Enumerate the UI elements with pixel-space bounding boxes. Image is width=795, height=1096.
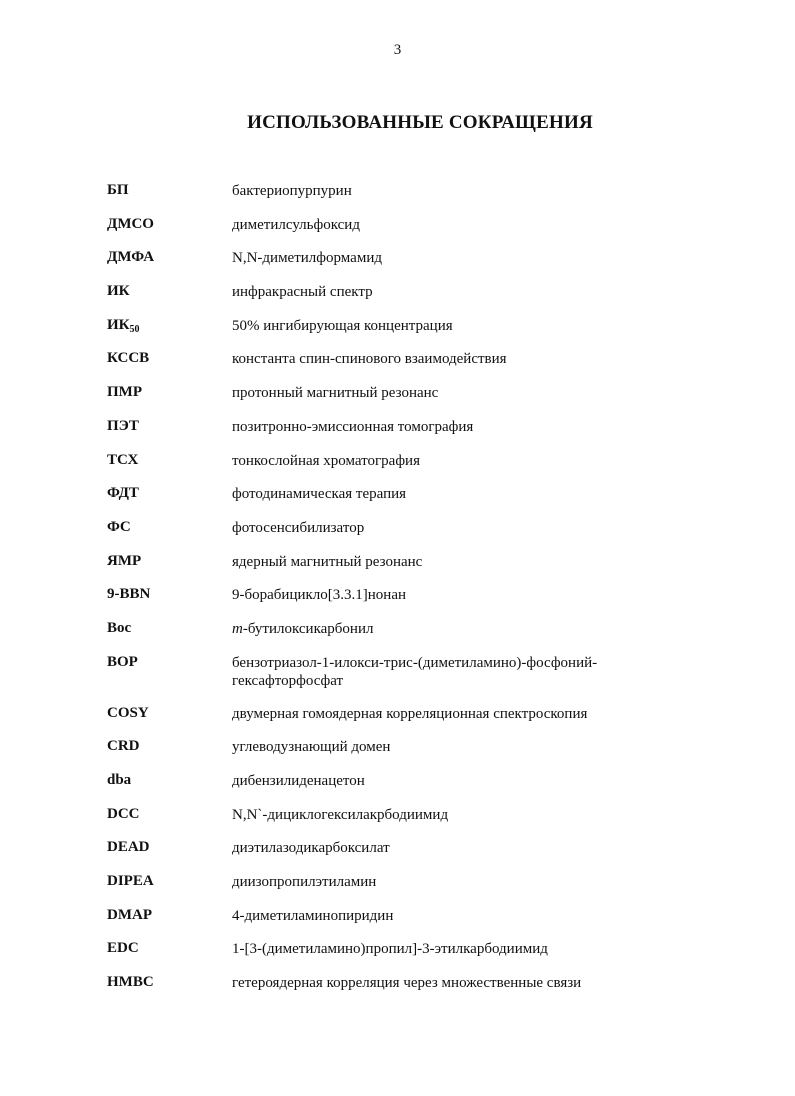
abbreviation-term: COSY [107, 704, 149, 721]
page-title: ИСПОЛЬЗОВАННЫЕ СОКРАЩЕНИЯ [247, 112, 593, 133]
definition-text: -бутилоксикарбонил [242, 620, 374, 637]
abbreviation-row [0, 346, 795, 380]
abbreviation-term: dba [107, 772, 132, 788]
abbreviation-definition: 9-борабицикло[3.3.1]нонан [232, 587, 407, 604]
abbreviation-term: DCC [107, 805, 140, 822]
abbreviation-row [0, 650, 795, 701]
abbreviation-definition: 50% ингибирующая концентрация [232, 317, 453, 334]
abbreviation-term: DEAD [107, 839, 150, 856]
abbreviation-term: ДМФА [107, 249, 155, 266]
abbreviation-definition: инфракрасный спектр [232, 284, 373, 301]
abbreviation-term [107, 317, 140, 334]
abbreviation-row [0, 178, 795, 212]
definition-italic-prefix: т [232, 620, 243, 637]
abbreviation-row [0, 903, 795, 937]
abbreviation-term-subscript: 50 [129, 323, 140, 335]
abbreviation-term: HMBC [107, 974, 154, 991]
abbreviation-row [0, 970, 795, 1004]
abbreviation-definition: N,N`-дициклогексилакрбодиимид [232, 806, 449, 823]
abbreviation-row [0, 313, 795, 347]
abbreviation-term: ИК [107, 283, 130, 300]
abbreviation-row [0, 549, 795, 583]
abbreviation-row [0, 279, 795, 313]
abbreviation-row [0, 414, 795, 448]
abbreviation-term: DIPEA [107, 873, 154, 890]
abbreviation-term: ДМСО [107, 215, 154, 232]
abbreviation-definition: бензотриазол-1-илокси-трис-(диметиламино)-фосфоний-гексафторфосфат [232, 654, 598, 689]
abbreviation-term: ФДТ [107, 485, 139, 502]
abbreviation-definition: тонкослойная хроматография [232, 452, 420, 469]
abbreviation-definition: N,N-диметилформамид [232, 250, 382, 267]
abbreviation-term: ФС [107, 518, 131, 535]
abbreviation-definition: дибензилиденацетон [232, 773, 365, 789]
abbreviation-definition: диизопропилэтиламин [232, 874, 377, 891]
abbreviation-definition: фотодинамическая терапия [232, 486, 407, 503]
abbreviation-definition: диэтилазодикарбоксилат [232, 840, 390, 857]
abbreviation-list [0, 178, 795, 1004]
abbreviation-definition [232, 620, 652, 638]
abbreviation-term: CRD [107, 738, 140, 755]
abbreviation-term: 9-BBN [107, 586, 151, 603]
abbreviation-term: EDC [107, 940, 139, 957]
abbreviation-row [0, 734, 795, 768]
abbreviation-definition: углеводузнающий домен [232, 739, 391, 756]
abbreviation-row [0, 768, 795, 802]
abbreviation-definition: позитронно-эмиссионная томография [232, 418, 474, 435]
abbreviation-row [0, 245, 795, 279]
abbreviation-term-base: ИК [107, 316, 130, 333]
abbreviation-row [0, 936, 795, 970]
abbreviation-definition: ядерный магнитный резонанс [232, 553, 423, 570]
abbreviation-definition: двумерная гомоядерная корреляционная спектроскопия [232, 705, 588, 722]
abbreviation-row [0, 212, 795, 246]
abbreviation-term: ПМР [107, 384, 142, 401]
abbreviation-term: Boc [107, 619, 132, 636]
abbreviation-row [0, 835, 795, 869]
abbreviation-definition: протонный магнитный резонанс [232, 385, 439, 402]
abbreviation-definition: 1-[3-(диметиламино)пропил]-3-этилкарбодиимид [232, 941, 548, 958]
abbreviation-term: BOP [107, 653, 138, 670]
page-number: 3 [393, 42, 402, 58]
abbreviation-definition: бактериопурпурин [232, 183, 352, 199]
abbreviation-term: ЯМР [107, 552, 142, 569]
abbreviation-row [0, 380, 795, 414]
abbreviation-term: ПЭТ [107, 417, 139, 434]
abbreviation-definition: 4-диметиламинопиридин [232, 907, 394, 924]
abbreviation-row [0, 869, 795, 903]
abbreviation-row [0, 701, 795, 735]
abbreviation-term: DMAP [107, 906, 152, 923]
abbreviation-definition: фотосенсибилизатор [232, 519, 365, 536]
abbreviation-definition: константа спин-спинового взаимодействия [232, 351, 507, 368]
abbreviation-term: ТСХ [107, 451, 139, 468]
abbreviation-row [0, 515, 795, 549]
abbreviation-row [0, 616, 795, 650]
abbreviation-row [0, 448, 795, 482]
abbreviation-row [0, 481, 795, 515]
abbreviation-definition: диметилсульфоксид [232, 216, 360, 233]
abbreviation-row [0, 802, 795, 836]
abbreviation-term: БП [107, 182, 129, 198]
abbreviation-row [0, 582, 795, 616]
abbreviation-term: КССВ [107, 350, 150, 367]
abbreviation-definition: гетероядерная корреляция через множественные связи [232, 975, 582, 992]
